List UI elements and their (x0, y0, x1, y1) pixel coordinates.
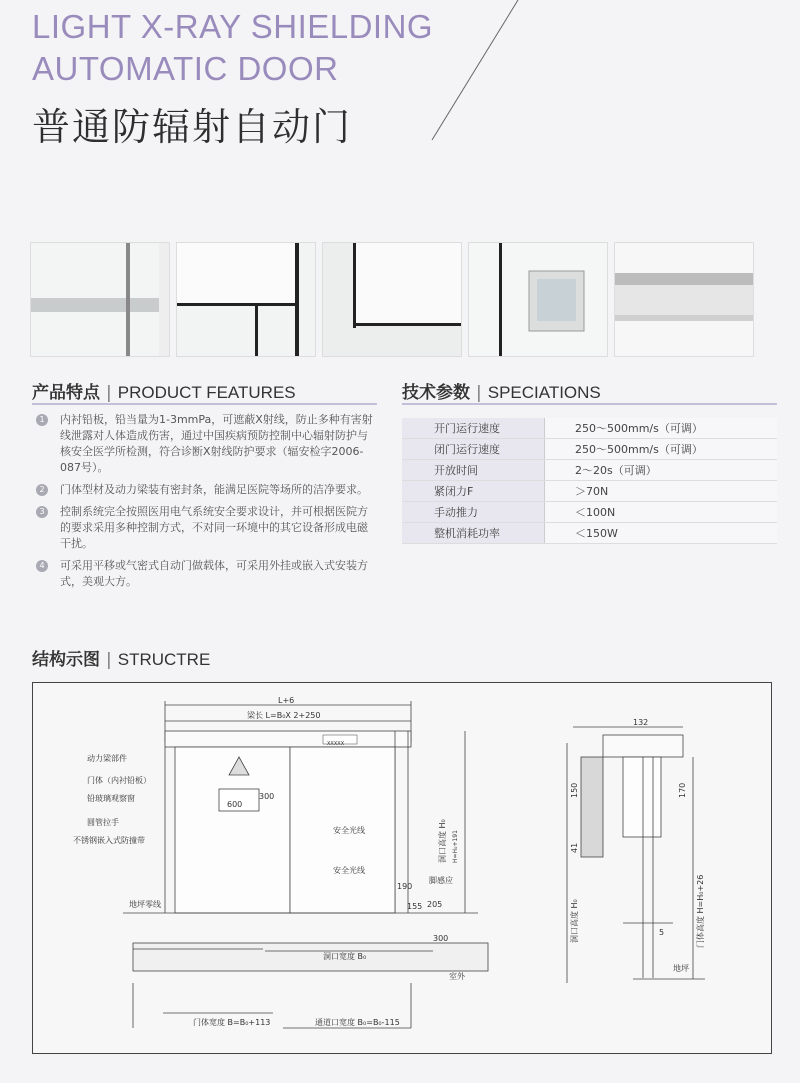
table-row (402, 481, 777, 502)
label-kick-plate: 不锈钢嵌入式防撞带 (73, 836, 145, 845)
spec-value: 250～500mm/s（可调） (545, 418, 778, 439)
dim-300b: 300 (433, 934, 449, 943)
label-outside: 室外 (449, 972, 465, 981)
dim-205: 205 (427, 900, 443, 909)
dim-5: 5 (659, 928, 665, 937)
spec-value: 250～500mm/s（可调） (545, 439, 778, 460)
side-opening-height: 洞口高度 H₀ (570, 899, 579, 943)
feature-number: 1 (36, 414, 48, 426)
dim-opening-height-formula: H=H₀+191 (452, 830, 459, 863)
feature-number: 3 (36, 506, 48, 518)
photo-handle (30, 242, 170, 357)
feature-text: 可采用平移或气密式自动门做载体，可采用外挂或嵌入式安装方式，美观大方。 (60, 559, 368, 588)
nameplate-text: XXXXX (327, 741, 345, 747)
label-door-body: 门体（内衬铅板） (87, 776, 151, 785)
spec-key: 紧闭力F (402, 481, 545, 502)
title-en-line1: LIGHT X-RAY SHIELDING (32, 8, 434, 45)
dim-pass-width: 通道口宽度 B₀=B₀-115 (315, 1018, 400, 1027)
table-row (402, 523, 777, 544)
photo-observation-window (468, 242, 608, 357)
dim-opening-width: 洞口宽度 B₀ (323, 952, 367, 961)
features-list (36, 412, 374, 596)
dim-opening-height: 洞口高度 H₀ (438, 819, 447, 863)
spec-key: 闭门运行速度 (402, 439, 545, 460)
specs-rule (402, 403, 777, 405)
photo-door-frame (322, 242, 462, 357)
photo-door-profile (614, 242, 754, 357)
spec-key: 整机消耗功率 (402, 523, 545, 544)
dim-door-width: 门体宽度 B=B₀+113 (193, 1018, 271, 1027)
title-english (32, 6, 433, 90)
feature-item (36, 412, 374, 476)
dim-155: 155 (407, 902, 423, 911)
photo-door-edge (176, 242, 316, 357)
structure-heading-cn: 结构示图 (32, 650, 100, 670)
label-power-beam: 动力梁部件 (87, 754, 127, 763)
dim-132: 132 (633, 718, 649, 727)
title-en-line2: AUTOMATIC DOOR (32, 50, 339, 87)
feature-number: 4 (36, 560, 48, 572)
dim-150: 150 (570, 782, 579, 798)
label-sensor: 脚感应 (429, 876, 453, 885)
label-safety-beam-1: 安全光线 (333, 826, 365, 835)
specs-table (402, 418, 777, 544)
features-rule (32, 403, 377, 405)
feature-text: 门体型材及动力梁装有密封条，能满足医院等场所的洁净要求。 (60, 483, 368, 496)
dim-beam: 梁长 L=B₀X 2+250 (247, 711, 321, 720)
spec-value: ＞70N (545, 481, 778, 502)
dim-l6: L+6 (278, 696, 295, 705)
dim-190: 190 (397, 882, 413, 891)
label-lead-glass: 铅玻璃观察窗 (87, 794, 135, 803)
spec-value: 2～20s（可调） (545, 460, 778, 481)
feature-item (36, 482, 374, 498)
structure-heading: 结构示图 | STRUCTRE (32, 650, 211, 670)
feature-number: 2 (36, 484, 48, 496)
decorative-slash (430, 0, 520, 150)
specs-heading-en: SPECIATIONS (487, 383, 601, 402)
feature-item (36, 504, 374, 552)
label-floor-line: 地坪零线 (129, 900, 161, 909)
label-safety-beam-2: 安全光线 (333, 866, 365, 875)
side-door-height: 门体高度 H=H₀+26 (696, 874, 705, 948)
label-handle: 圆管拉手 (87, 818, 119, 827)
photo-strip (30, 242, 752, 357)
structure-drawing (32, 682, 772, 1054)
table-row (402, 502, 777, 523)
dim-41: 41 (570, 842, 579, 853)
specs-heading-cn: 技术参数 (402, 383, 470, 403)
features-heading-en: PRODUCT FEATURES (117, 383, 296, 402)
spec-value: ＜100N (545, 502, 778, 523)
spec-value: ＜150W (545, 523, 778, 544)
table-row (402, 418, 777, 439)
feature-text: 内衬铅板，铅当量为1-3mmPa，可遮蔽X射线，防止多种有害射线泄露对人体造成伤害，通过中国疾病预防控制中心辐射防护与核安全医学所检测，符合诊断X射线防护要求（辐安检字2006-087号）。 (60, 413, 373, 474)
spec-key: 开放时间 (402, 460, 545, 481)
title-chinese: 普通防辐射自动门 (32, 105, 353, 149)
dim-170: 170 (678, 782, 687, 798)
dim-600: 600 (227, 800, 243, 809)
spec-key: 开门运行速度 (402, 418, 545, 439)
structure-drawing-svg (33, 683, 771, 1053)
spec-key: 手动推力 (402, 502, 545, 523)
table-row (402, 439, 777, 460)
structure-heading-en: STRUCTRE (117, 650, 211, 669)
features-heading: 产品特点 | PRODUCT FEATURES (32, 383, 296, 403)
features-heading-cn: 产品特点 (32, 383, 100, 403)
specs-heading: 技术参数 | SPECIATIONS (402, 383, 601, 403)
feature-item (36, 558, 374, 590)
feature-text: 控制系统完全按照医用电气系统安全要求设计，并可根据医院方的要求采用多种控制方式，不对同一环境中的其它设备形成电磁干扰。 (60, 505, 368, 550)
side-floor: 地坪 (673, 964, 689, 973)
table-row (402, 460, 777, 481)
dim-300: 300 (259, 792, 275, 801)
